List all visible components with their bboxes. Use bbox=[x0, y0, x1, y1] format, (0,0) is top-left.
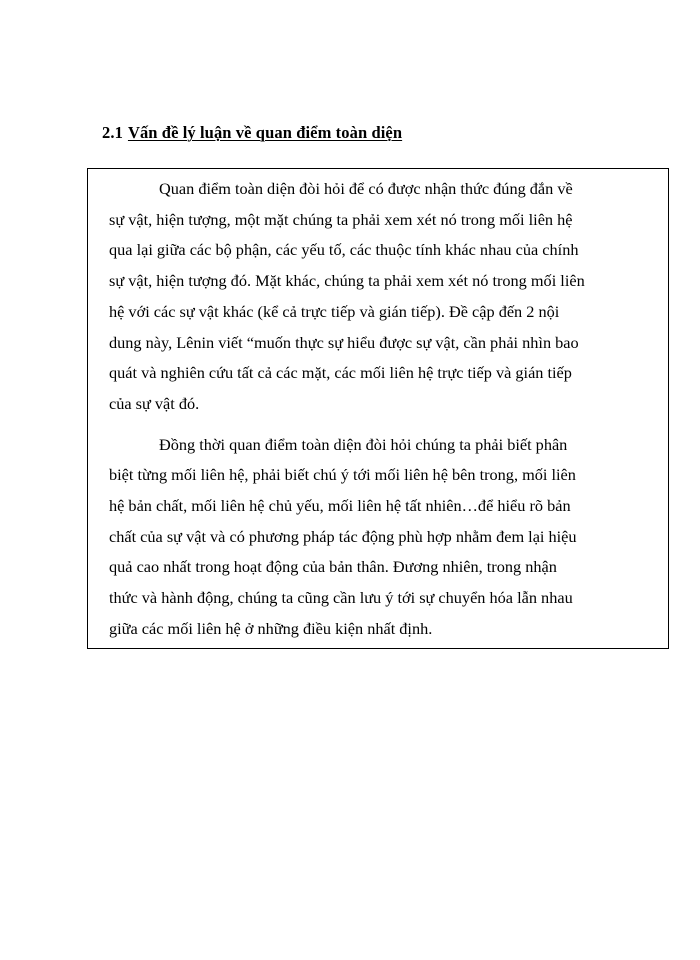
text-line: giữa các mối liên hệ ở những điều kiện nhất định. bbox=[109, 618, 433, 638]
text-line: Quan điểm toàn diện đòi hỏi để có được nhận thức đúng đắn về bbox=[159, 179, 573, 198]
paragraph-2 bbox=[109, 430, 648, 645]
text-line: quát và nghiên cứu tất cả các mặt, các mối liên hệ trực tiếp và gián tiếp bbox=[109, 363, 572, 383]
text-line: hệ bản chất, mối liên hệ chủ yếu, mối liên hệ tất nhiên…để hiểu rõ bản bbox=[109, 496, 571, 516]
text-line: dung này, Lênin viết “muốn thực sự hiểu được sự vật, cần phải nhìn bao bbox=[109, 332, 579, 352]
paragraph-1 bbox=[109, 174, 648, 420]
text-line: sự vật, hiện tượng đó. Mặt khác, chúng ta phải xem xét nó trong mối liên bbox=[109, 271, 585, 291]
text-line: thức và hành động, chúng ta cũng cần lưu ý tới sự chuyển hóa lẫn nhau bbox=[109, 588, 573, 608]
section-number: 2.1 bbox=[102, 123, 123, 142]
text-line: hệ với các sự vật khác (kể cả trực tiếp và gián tiếp). Đề cập đến 2 nội bbox=[109, 301, 560, 321]
text-line: sự vật, hiện tượng, một mặt chúng ta phải xem xét nó trong mối liên hệ bbox=[109, 209, 573, 229]
text-line: qua lại giữa các bộ phận, các yếu tố, các thuộc tính khác nhau của chính bbox=[109, 240, 579, 260]
text-line: chất của sự vật và có phương pháp tác động phù hợp nhằm đem lại hiệu bbox=[109, 526, 577, 546]
section-title: Vấn đề lý luận về quan điểm toàn diện bbox=[127, 123, 403, 142]
text-line: quả cao nhất trong hoạt động của bản thân. Đương nhiên, trong nhận bbox=[109, 557, 557, 577]
text-line: của sự vật đó. bbox=[109, 393, 200, 413]
text-line: Đồng thời quan điểm toàn diện đòi hỏi chúng ta phải biết phân bbox=[159, 434, 568, 454]
content-box bbox=[87, 168, 669, 649]
section-heading bbox=[102, 123, 402, 143]
text-line: biệt từng mối liên hệ, phải biết chú ý tới mối liên hệ bên trong, mối liên bbox=[109, 465, 576, 485]
